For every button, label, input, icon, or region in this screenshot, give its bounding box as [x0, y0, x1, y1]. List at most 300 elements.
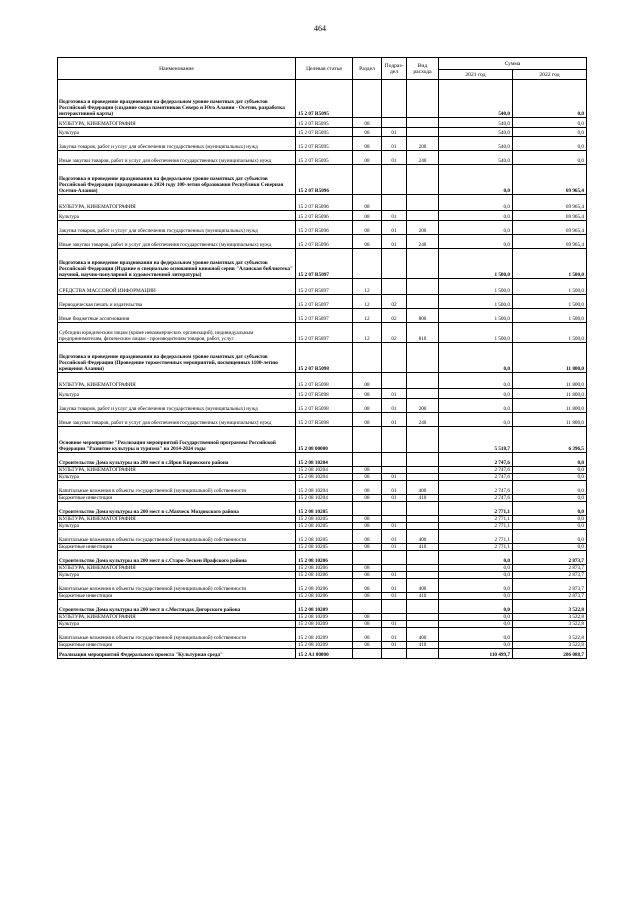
- header-year-2021: 2021 год: [439, 70, 513, 80]
- cell-target: 15 2 08 10205: [296, 523, 353, 530]
- cell-expense-type: 410: [407, 593, 439, 600]
- cell-name: Реализация мероприятий Федерального проекта "Культурная среда": [58, 649, 296, 659]
- cell-2021: 0,0: [439, 235, 513, 249]
- cell-2022: 0,0: [513, 467, 587, 474]
- cell-2022: 1 500,0: [513, 249, 587, 279]
- cell-section: 12: [353, 323, 382, 343]
- cell-2021: 2 771,1: [439, 516, 513, 523]
- cell-name: Закупка товаров, работ и услуг для обеспечения государственных (муниципальных) нужд: [58, 399, 296, 413]
- cell-2022: 11 800,0: [513, 399, 587, 413]
- cell-2021: 0,0: [439, 195, 513, 211]
- cell-subsection: [382, 565, 407, 572]
- cell-name: КУЛЬТУРА, КИНЕМАТОГРАФИЯ: [58, 373, 296, 389]
- table-row: [58, 516, 587, 523]
- table-row: [58, 579, 587, 593]
- cell-section: 08: [353, 516, 382, 523]
- cell-name: Подготовка и проведение празднования на федеральном уровне памятных дат субъектов Российской Федерации (Проведение торжественных мероприятий, посвященных 1100-летию крещения Алании): [58, 343, 296, 373]
- cell-target: 15 2 07 R5095: [296, 118, 353, 128]
- cell-section: 08: [353, 565, 382, 572]
- cell-target: 15 2 08 10204: [296, 481, 353, 495]
- cell-2021: 0,0: [439, 389, 513, 399]
- cell-subsection: 01: [382, 530, 407, 544]
- table-row: [58, 249, 587, 279]
- cell-2022: 3 522,8: [513, 614, 587, 621]
- cell-name: Периодическая печать и издательства: [58, 295, 296, 309]
- cell-target: 15 2 08 10206: [296, 572, 353, 579]
- cell-section: 08: [353, 474, 382, 481]
- cell-section: 08: [353, 628, 382, 642]
- cell-expense-type: [407, 614, 439, 621]
- cell-2021: 1 500,0: [439, 295, 513, 309]
- table-row: [58, 235, 587, 249]
- cell-name: Строительство Дома культуры на 200 мест в с.Махческ Моздокского района: [58, 502, 296, 516]
- cell-name: Иные закупки товаров, работ и услуг для обеспечения государственных (муниципальных) нужд: [58, 151, 296, 165]
- cell-2021: 1 500,0: [439, 309, 513, 323]
- cell-target: 15 2 08 10204: [296, 474, 353, 481]
- cell-2021: 2 771,1: [439, 544, 513, 551]
- cell-subsection: 01: [382, 413, 407, 427]
- cell-2021: 1 500,0: [439, 279, 513, 295]
- cell-2021: 0,0: [439, 399, 513, 413]
- budget-table: [57, 57, 587, 659]
- cell-2021: 0,0: [439, 642, 513, 649]
- cell-expense-type: [407, 649, 439, 659]
- cell-target: 15 2 07 R5096: [296, 195, 353, 211]
- cell-2022: 11 800,0: [513, 413, 587, 427]
- cell-section: 08: [353, 118, 382, 128]
- header-target: Целевая статья: [296, 58, 353, 80]
- cell-name: Бюджетные инвестиции: [58, 593, 296, 600]
- cell-section: 08: [353, 530, 382, 544]
- cell-name: СРЕДСТВА МАССОВОЙ ИНФОРМАЦИИ: [58, 279, 296, 295]
- cell-2021: 2 747,6: [439, 453, 513, 467]
- cell-expense-type: [407, 389, 439, 399]
- cell-subsection: [382, 165, 407, 195]
- table-row: [58, 614, 587, 621]
- cell-section: [353, 427, 382, 453]
- cell-2021: 5 518,7: [439, 427, 513, 453]
- cell-target: 15 2 07 R5096: [296, 165, 353, 195]
- cell-2022: 6 396,5: [513, 427, 587, 453]
- cell-2021: 540,0: [439, 128, 513, 137]
- table-row: [58, 530, 587, 544]
- cell-name: Капитальные вложения в объекты государственной (муниципальной) собственности: [58, 628, 296, 642]
- cell-target: 15 2 07 R5096: [296, 235, 353, 249]
- cell-expense-type: [407, 165, 439, 195]
- table-row: [58, 128, 587, 137]
- cell-2021: 0,0: [439, 221, 513, 235]
- cell-subsection: 01: [382, 235, 407, 249]
- cell-2022: 69 965,4: [513, 165, 587, 195]
- cell-2021: 0,0: [439, 593, 513, 600]
- cell-section: [353, 343, 382, 373]
- table-row: [58, 211, 587, 221]
- cell-name: Строительство Дома культуры на 200 мест в с.Старо-Лескен Ирафского района: [58, 551, 296, 565]
- table-row: [58, 551, 587, 565]
- cell-2022: 11 800,0: [513, 389, 587, 399]
- header-section: Раздел: [353, 58, 382, 80]
- cell-2021: 0,0: [439, 572, 513, 579]
- cell-section: [353, 80, 382, 118]
- cell-name: Основное мероприятие "Реализация мероприятий Государственной программы Российской Федерации "Развитие культуры и туризма" на 2014-2024 годы: [58, 427, 296, 453]
- cell-2021: 2 771,1: [439, 502, 513, 516]
- table-row: [58, 343, 587, 373]
- cell-2022: 11 800,0: [513, 343, 587, 373]
- cell-section: 08: [353, 373, 382, 389]
- cell-subsection: [382, 80, 407, 118]
- cell-subsection: [382, 343, 407, 373]
- cell-section: 12: [353, 295, 382, 309]
- cell-expense-type: [407, 523, 439, 530]
- cell-name: КУЛЬТУРА, КИНЕМАТОГРАФИЯ: [58, 565, 296, 572]
- table-row: [58, 572, 587, 579]
- cell-2022: 69 965,4: [513, 195, 587, 211]
- cell-name: Иные закупки товаров, работ и услуг для обеспечения государственных (муниципальных) нужд: [58, 235, 296, 249]
- cell-subsection: 01: [382, 579, 407, 593]
- cell-subsection: [382, 614, 407, 621]
- cell-expense-type: [407, 453, 439, 467]
- cell-target: 15 2 08 10204: [296, 453, 353, 467]
- cell-subsection: 01: [382, 642, 407, 649]
- cell-expense-type: [407, 467, 439, 474]
- cell-2021: 0,0: [439, 211, 513, 221]
- cell-expense-type: [407, 343, 439, 373]
- cell-subsection: 02: [382, 295, 407, 309]
- cell-expense-type: [407, 279, 439, 295]
- cell-expense-type: [407, 600, 439, 614]
- cell-target: 15 2 07 R5098: [296, 343, 353, 373]
- cell-2022: 1 500,0: [513, 279, 587, 295]
- table-row: [58, 309, 587, 323]
- cell-subsection: 01: [382, 151, 407, 165]
- cell-expense-type: 240: [407, 413, 439, 427]
- cell-name: Культура: [58, 523, 296, 530]
- cell-2022: 1 500,0: [513, 323, 587, 343]
- table-row: [58, 474, 587, 481]
- cell-section: 08: [353, 128, 382, 137]
- table-row: [58, 481, 587, 495]
- cell-name: Культура: [58, 621, 296, 628]
- cell-2021: 540,0: [439, 118, 513, 128]
- table-row: [58, 413, 587, 427]
- cell-2021: 2 747,6: [439, 495, 513, 502]
- cell-section: 08: [353, 389, 382, 399]
- cell-expense-type: [407, 427, 439, 453]
- cell-name: Культура: [58, 211, 296, 221]
- table-row: [58, 118, 587, 128]
- cell-target: 15 2 07 R5097: [296, 309, 353, 323]
- cell-2022: 0,0: [513, 502, 587, 516]
- cell-2022: 69 965,4: [513, 235, 587, 249]
- table-row: [58, 221, 587, 235]
- cell-2022: 2 873,7: [513, 579, 587, 593]
- cell-name: Строительство Дома культуры на 200 мест в с.Мостиздах Дигорского района: [58, 600, 296, 614]
- table-row: [58, 649, 587, 659]
- cell-name: Строительство Дома культуры на 200 мест в с.Ирон Кировского района: [58, 453, 296, 467]
- table-row: [58, 295, 587, 309]
- cell-subsection: 01: [382, 389, 407, 399]
- cell-2021: 0,0: [439, 628, 513, 642]
- cell-name: Подготовка и проведение празднования на федеральном уровне памятных дат субъектов Российской Федерации (Издание в специально основанной книжной серии "Аланская библиотека" научной, научно-популярной и художественной литературы): [58, 249, 296, 279]
- cell-subsection: [382, 195, 407, 211]
- cell-expense-type: 200: [407, 221, 439, 235]
- cell-section: 12: [353, 309, 382, 323]
- table-row: [58, 621, 587, 628]
- cell-name: Закупка товаров, работ и услуг для обеспечения государственных (муниципальных) нужд: [58, 137, 296, 151]
- cell-2021: 1 500,0: [439, 249, 513, 279]
- cell-subsection: 01: [382, 211, 407, 221]
- cell-expense-type: 400: [407, 530, 439, 544]
- cell-expense-type: [407, 502, 439, 516]
- table-row: [58, 565, 587, 572]
- cell-expense-type: [407, 565, 439, 572]
- cell-section: 08: [353, 413, 382, 427]
- cell-name: Иные закупки товаров, работ и услуг для обеспечения государственных (муниципальных) нужд: [58, 413, 296, 427]
- cell-target: 15 2 07 R5095: [296, 137, 353, 151]
- cell-subsection: [382, 249, 407, 279]
- cell-expense-type: [407, 295, 439, 309]
- table-row: [58, 523, 587, 530]
- cell-2022: 0,0: [513, 481, 587, 495]
- table-row: [58, 389, 587, 399]
- cell-expense-type: [407, 474, 439, 481]
- table-row: [58, 399, 587, 413]
- cell-subsection: 01: [382, 495, 407, 502]
- cell-2022: 0,0: [513, 80, 587, 118]
- table-row: [58, 195, 587, 211]
- cell-name: КУЛЬТУРА, КИНЕМАТОГРАФИЯ: [58, 118, 296, 128]
- cell-expense-type: [407, 211, 439, 221]
- cell-subsection: [382, 502, 407, 516]
- cell-subsection: [382, 427, 407, 453]
- cell-section: 08: [353, 544, 382, 551]
- cell-section: [353, 600, 382, 614]
- cell-name: Капитальные вложения в объекты государственной (муниципальной) собственности: [58, 481, 296, 495]
- header-year-2022: 2022 год: [513, 70, 587, 80]
- cell-expense-type: 400: [407, 628, 439, 642]
- cell-2022: 0,0: [513, 474, 587, 481]
- cell-2022: 206 088,7: [513, 649, 587, 659]
- cell-subsection: [382, 467, 407, 474]
- table-row: [58, 453, 587, 467]
- cell-2021: 2 747,6: [439, 467, 513, 474]
- cell-target: 15 2 08 10209: [296, 628, 353, 642]
- cell-section: [353, 649, 382, 659]
- cell-section: 08: [353, 221, 382, 235]
- cell-name: Бюджетные инвестиции: [58, 544, 296, 551]
- cell-expense-type: 240: [407, 151, 439, 165]
- cell-expense-type: [407, 195, 439, 211]
- cell-subsection: [382, 453, 407, 467]
- cell-2021: 2 747,6: [439, 481, 513, 495]
- cell-2021: 540,0: [439, 80, 513, 118]
- cell-2022: 0,0: [513, 128, 587, 137]
- cell-target: 15 2 07 R5098: [296, 399, 353, 413]
- cell-target: 15 2 08 10209: [296, 600, 353, 614]
- cell-2022: 0,0: [513, 516, 587, 523]
- cell-2022: 2 873,7: [513, 551, 587, 565]
- cell-name: КУЛЬТУРА, КИНЕМАТОГРАФИЯ: [58, 467, 296, 474]
- cell-2021: 0,0: [439, 373, 513, 389]
- cell-2022: 69 965,4: [513, 221, 587, 235]
- cell-target: 15 2 08 10209: [296, 614, 353, 621]
- table-row: [58, 165, 587, 195]
- cell-section: 08: [353, 642, 382, 649]
- table-row: [58, 600, 587, 614]
- cell-2022: 2 873,7: [513, 572, 587, 579]
- cell-subsection: [382, 600, 407, 614]
- cell-target: 15 2 08 10205: [296, 530, 353, 544]
- cell-section: [353, 502, 382, 516]
- cell-2022: 69 965,4: [513, 211, 587, 221]
- cell-name: Капитальные вложения в объекты государственной (муниципальной) собственности: [58, 530, 296, 544]
- cell-2021: 0,0: [439, 621, 513, 628]
- cell-target: 15 2 07 R5098: [296, 389, 353, 399]
- cell-2021: 1 500,0: [439, 323, 513, 343]
- cell-2022: 0,0: [513, 453, 587, 467]
- cell-target: 15 2 07 R5097: [296, 323, 353, 343]
- cell-expense-type: 410: [407, 544, 439, 551]
- cell-subsection: 01: [382, 474, 407, 481]
- cell-section: 08: [353, 467, 382, 474]
- cell-target: 15 2 08 10209: [296, 642, 353, 649]
- table-row: [58, 80, 587, 118]
- table-row: [58, 467, 587, 474]
- cell-section: [353, 165, 382, 195]
- cell-name: КУЛЬТУРА, КИНЕМАТОГРАФИЯ: [58, 516, 296, 523]
- cell-2021: 0,0: [439, 600, 513, 614]
- cell-target: 15 2 07 R5096: [296, 221, 353, 235]
- cell-section: 08: [353, 235, 382, 249]
- cell-name: Субсидии юридическим лицам (кроме некоммерческих организаций), индивидуальным предпринимателям, физическим лицам - производителям товаров, работ, услуг: [58, 323, 296, 343]
- cell-subsection: 01: [382, 481, 407, 495]
- cell-2022: 0,0: [513, 137, 587, 151]
- cell-section: 08: [353, 399, 382, 413]
- cell-2022: 1 500,0: [513, 309, 587, 323]
- page-number: 464: [314, 24, 326, 33]
- cell-2022: 0,0: [513, 495, 587, 502]
- cell-name: Бюджетные инвестиции: [58, 495, 296, 502]
- cell-2022: 0,0: [513, 544, 587, 551]
- cell-target: 15 2 08 10205: [296, 502, 353, 516]
- table-row: [58, 628, 587, 642]
- cell-target: 15 2 08 10204: [296, 495, 353, 502]
- cell-section: 08: [353, 614, 382, 621]
- cell-subsection: 02: [382, 309, 407, 323]
- cell-2021: 110 499,7: [439, 649, 513, 659]
- cell-2021: 2 771,1: [439, 530, 513, 544]
- cell-section: 08: [353, 151, 382, 165]
- cell-target: 15 2 07 R5096: [296, 211, 353, 221]
- cell-2021: 2 771,1: [439, 523, 513, 530]
- cell-expense-type: [407, 516, 439, 523]
- cell-subsection: 01: [382, 221, 407, 235]
- cell-subsection: 01: [382, 137, 407, 151]
- cell-2022: 11 800,0: [513, 373, 587, 389]
- cell-name: Подготовка и проведение празднования на федеральном уровне памятных дат субъектов Российской Федерации (создание свода памятников Северо и Юго Алании - Осетии, разработка интерактивной карты): [58, 80, 296, 118]
- cell-2022: 3 522,8: [513, 621, 587, 628]
- cell-subsection: 01: [382, 621, 407, 628]
- cell-expense-type: 200: [407, 137, 439, 151]
- cell-target: 15 2 08 10206: [296, 551, 353, 565]
- cell-subsection: [382, 551, 407, 565]
- header-expense-type: Вид расхода: [407, 58, 439, 80]
- cell-target: 15 2 08 10206: [296, 565, 353, 572]
- cell-2021: 540,0: [439, 151, 513, 165]
- cell-name: Закупка товаров, работ и услуг для обеспечения государственных (муниципальных) нужд: [58, 221, 296, 235]
- cell-section: 08: [353, 579, 382, 593]
- cell-2021: 0,0: [439, 614, 513, 621]
- cell-2021: 0,0: [439, 165, 513, 195]
- cell-subsection: 01: [382, 593, 407, 600]
- cell-expense-type: 810: [407, 323, 439, 343]
- cell-2021: 0,0: [439, 579, 513, 593]
- cell-expense-type: [407, 128, 439, 137]
- cell-target: 15 2 08 10206: [296, 593, 353, 600]
- cell-expense-type: 400: [407, 579, 439, 593]
- cell-expense-type: [407, 373, 439, 389]
- cell-subsection: 02: [382, 323, 407, 343]
- table-row: [58, 427, 587, 453]
- cell-subsection: [382, 279, 407, 295]
- cell-expense-type: [407, 118, 439, 128]
- cell-section: [353, 453, 382, 467]
- cell-target: 15 2 A1 00000: [296, 649, 353, 659]
- cell-target: 15 2 07 R5095: [296, 128, 353, 137]
- cell-target: 15 2 08 10205: [296, 544, 353, 551]
- cell-2022: 3 522,8: [513, 642, 587, 649]
- cell-expense-type: 800: [407, 309, 439, 323]
- cell-name: Бюджетные инвестиции: [58, 642, 296, 649]
- cell-target: 15 2 08 00000: [296, 427, 353, 453]
- cell-2021: 0,0: [439, 343, 513, 373]
- cell-section: 08: [353, 195, 382, 211]
- cell-section: [353, 551, 382, 565]
- table-row: [58, 642, 587, 649]
- table-row: [58, 137, 587, 151]
- cell-name: Подготовка и проведение празднования на федеральном уровне памятных дат субъектов Российской Федерации (празднование в 2024 году 100-летия образования Республики Северная Осетия-Алания): [58, 165, 296, 195]
- cell-section: 08: [353, 481, 382, 495]
- cell-2021: 540,0: [439, 137, 513, 151]
- cell-section: 08: [353, 137, 382, 151]
- cell-2022: 2 873,7: [513, 565, 587, 572]
- cell-subsection: 01: [382, 572, 407, 579]
- table-row: [58, 151, 587, 165]
- cell-target: 15 2 07 R5095: [296, 80, 353, 118]
- cell-section: 08: [353, 495, 382, 502]
- cell-2022: 3 522,8: [513, 600, 587, 614]
- cell-expense-type: [407, 572, 439, 579]
- cell-subsection: 01: [382, 544, 407, 551]
- cell-expense-type: 410: [407, 642, 439, 649]
- cell-section: 08: [353, 211, 382, 221]
- table-body: [58, 80, 587, 659]
- header-sum: Сумма: [439, 58, 587, 70]
- cell-expense-type: 240: [407, 235, 439, 249]
- cell-section: 12: [353, 279, 382, 295]
- cell-subsection: 01: [382, 128, 407, 137]
- cell-2022: 3 522,8: [513, 628, 587, 642]
- table-row: [58, 279, 587, 295]
- cell-subsection: [382, 649, 407, 659]
- cell-target: 15 2 08 10205: [296, 516, 353, 523]
- table-row: [58, 323, 587, 343]
- cell-name: КУЛЬТУРА, КИНЕМАТОГРАФИЯ: [58, 195, 296, 211]
- cell-name: Культура: [58, 474, 296, 481]
- cell-target: 15 2 07 R5098: [296, 373, 353, 389]
- cell-2021: 0,0: [439, 565, 513, 572]
- cell-target: 15 2 07 R5097: [296, 295, 353, 309]
